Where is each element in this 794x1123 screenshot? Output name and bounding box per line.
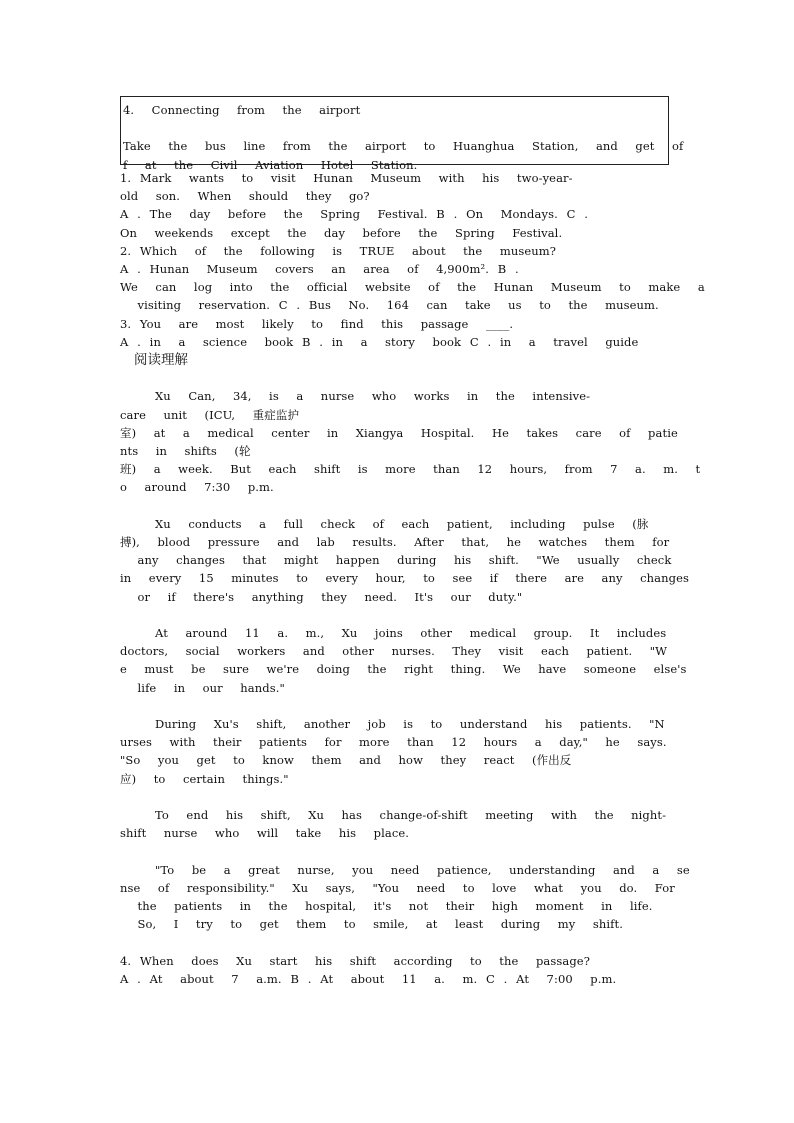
section-heading: 阅读理解	[134, 352, 188, 369]
box-title: 4. Connecting from the airport	[123, 103, 361, 117]
passage-line: urses with their patients for more than 12 hours a day," he says.	[120, 735, 667, 750]
box-text-line: f at the Civil Aviation Hotel Station.	[123, 157, 418, 172]
passage-line: "To be a great nurse, you need patience, understanding and a se	[120, 862, 690, 877]
passage-line: To end his shift, Xu has change-of-shift meeting with the night-	[120, 808, 667, 823]
option-line: visiting reservation. C . Bus No. 164 can take us to the museum.	[120, 298, 659, 313]
passage-paragraph-5	[120, 806, 673, 842]
passage-line: 搏), blood pressure and lab results. After that, he watches them for	[120, 535, 670, 550]
passage-line: in every 15 minutes to every hour, to see if there are any changes	[120, 571, 689, 586]
passage-line: 室) at a medical center in Xiangya Hospital. He takes care of patie	[120, 425, 678, 440]
passage-paragraph-2	[120, 515, 689, 606]
passage-paragraph-1	[120, 387, 701, 496]
passage-line: shift nurse who will take his place.	[120, 826, 410, 841]
question-line: old son. When should they go?	[120, 189, 370, 204]
passage-paragraph-6	[120, 861, 690, 934]
passage-line: or if there's anything they need. It's our duty."	[120, 589, 523, 604]
questions-part2	[120, 952, 673, 988]
passage-paragraph-3	[120, 624, 687, 697]
option-line: A . in a science book B . in a story book C . in a travel guide	[120, 334, 639, 349]
passage-line: care unit (ICU, 重症监护	[120, 407, 300, 422]
spacer	[120, 497, 673, 515]
passage-line: nts in shifts (轮	[120, 444, 251, 459]
passage-line: nse of responsibility." Xu says, "You need to love what you do. For	[120, 880, 675, 895]
spacer	[120, 606, 673, 624]
questions-part1	[120, 169, 705, 351]
passage-line: At around 11 a. m., Xu joins other medical group. It includes	[120, 626, 667, 641]
question-line: 1. Mark wants to visit Hunan Museum with his two-year-	[120, 171, 573, 185]
passage-line: any changes that might happen during his shift. "We usually check	[120, 553, 672, 568]
info-box	[120, 96, 684, 172]
option-line: A . The day before the Spring Festival. B . On Mondays. C .	[120, 207, 588, 222]
passage-line: Xu conducts a full check of each patient, including pulse (脉	[120, 516, 649, 531]
passage-line: life in our hands."	[120, 680, 285, 695]
passage-line: 应) to certain things."	[120, 771, 289, 786]
spacer	[120, 842, 673, 860]
passage-line: o around 7:30 p.m.	[120, 480, 274, 495]
question-line: 3. You are most likely to find this passage ____.	[120, 316, 514, 331]
passage-line: doctors, social workers and other nurses. They visit each patient. "W	[120, 644, 668, 659]
box-text-line: Take the bus line from the airport to Huanghua Station, and get of	[123, 139, 684, 154]
option-line: On weekends except the day before the Spring Festival.	[120, 225, 563, 240]
option-line: A . At about 7 a.m. B . At about 11 a. m. C . At 7:00 p.m.	[120, 971, 617, 986]
passage-paragraph-4	[120, 715, 673, 788]
spacer	[120, 697, 673, 715]
document-page	[120, 96, 705, 988]
spacer	[120, 933, 673, 951]
spacer	[120, 369, 673, 387]
passage-line: Xu Can, 34, is a nurse who works in the intensive-	[120, 389, 591, 404]
option-line: A . Hunan Museum covers an area of 4,900m². B .	[120, 262, 519, 277]
question-line: 4. When does Xu start his shift according to the passage?	[120, 953, 590, 968]
spacer	[123, 119, 666, 137]
passage-line: During Xu's shift, another job is to understand his patients. "N	[120, 717, 665, 732]
question-line: 2. Which of the following is TRUE about the museum?	[120, 243, 557, 258]
passage-line: So, I try to get them to smile, at least during my shift.	[120, 917, 623, 932]
option-line: We can log into the official website of the Hunan Museum to make a	[120, 280, 705, 295]
passage-line: "So you get to know them and how they react (作出反	[120, 753, 572, 768]
passage-line: 班) a week. But each shift is more than 12 hours, from 7 a. m. t	[120, 462, 701, 477]
spacer	[120, 788, 673, 806]
passage-line: the patients in the hospital, it's not their high moment in life.	[120, 899, 653, 914]
passage-line: e must be sure we're doing the right thing. We have someone else's	[120, 662, 687, 677]
